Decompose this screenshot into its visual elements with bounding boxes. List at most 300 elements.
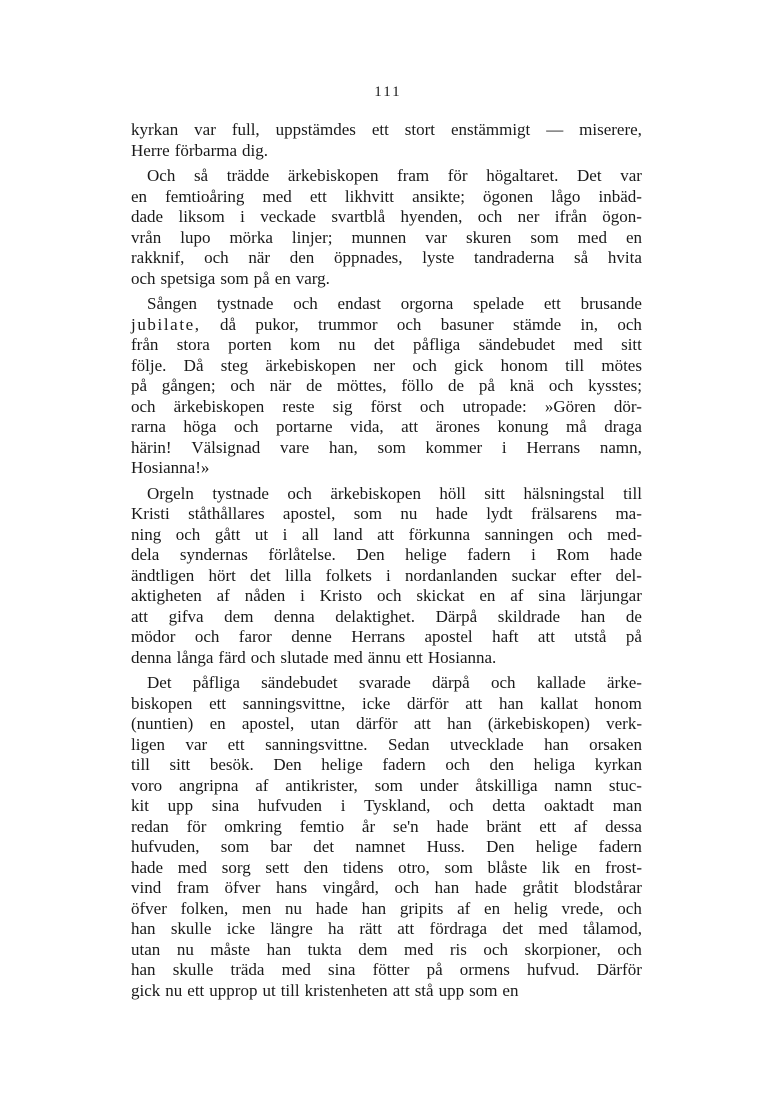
- word: endast: [337, 294, 381, 313]
- word: kommer: [425, 437, 483, 457]
- word: Herrans: [526, 437, 581, 457]
- word: ifrån: [554, 207, 587, 226]
- word: upprop: [209, 980, 258, 1000]
- word: som: [220, 837, 250, 856]
- word: lyste: [422, 248, 455, 267]
- word: och: [617, 898, 642, 918]
- word: ner: [373, 355, 396, 375]
- word: var: [194, 120, 216, 139]
- word: nu: [338, 335, 356, 354]
- word: att: [413, 714, 431, 733]
- word: som: [469, 980, 498, 1000]
- word: hört: [208, 565, 236, 585]
- word: som: [220, 268, 249, 288]
- word: den: [303, 857, 329, 877]
- word: kit: [131, 796, 149, 815]
- word: ändtligen: [131, 565, 195, 585]
- word: ärones: [435, 417, 480, 436]
- word: skickat: [416, 586, 465, 605]
- word: ståthållares: [188, 504, 265, 523]
- word: bränt: [486, 816, 522, 836]
- word: af: [510, 586, 524, 605]
- word: att: [131, 606, 148, 626]
- word: under: [419, 775, 459, 795]
- word: härin!: [131, 437, 172, 457]
- word: konung: [497, 417, 549, 436]
- word: upp: [438, 980, 465, 1000]
- word: sitt: [484, 483, 506, 503]
- word: i: [386, 565, 391, 585]
- word: och: [445, 755, 470, 774]
- word: med: [262, 186, 292, 206]
- word: ut: [254, 524, 269, 544]
- word: till: [565, 355, 585, 375]
- text-line: [131, 586, 642, 607]
- text-line: [131, 648, 642, 669]
- word: haft: [492, 627, 519, 646]
- word: dör-: [613, 396, 642, 416]
- word: att: [401, 417, 419, 436]
- word: hufvuden,: [131, 837, 200, 856]
- word: tidens: [342, 857, 384, 877]
- text-line: [131, 981, 642, 1002]
- word: reste: [282, 396, 315, 416]
- word: och: [412, 355, 437, 375]
- word: han: [544, 734, 569, 754]
- word: till: [131, 755, 150, 774]
- word: Den: [486, 837, 515, 856]
- word: draga: [604, 417, 642, 436]
- word: på: [625, 627, 642, 646]
- word: aktigheten: [131, 586, 202, 605]
- word: en: [574, 857, 591, 877]
- word: spetsiga: [160, 268, 216, 288]
- word: må: [565, 417, 587, 436]
- word: sitt: [621, 335, 642, 354]
- word: lydt: [486, 504, 513, 523]
- word: på: [478, 376, 495, 395]
- text-line: [131, 525, 642, 546]
- word: ett: [539, 816, 557, 836]
- text-line: [131, 755, 642, 776]
- word: att: [377, 524, 395, 544]
- word: Orgeln: [147, 483, 194, 503]
- word: jubilate,: [131, 314, 201, 334]
- word: sitt: [169, 755, 191, 774]
- word: och: [483, 939, 508, 959]
- word: fördraga: [429, 919, 488, 938]
- word: af: [255, 775, 269, 795]
- word: femtio: [299, 816, 345, 836]
- word: dig.: [242, 140, 268, 160]
- word: apostel: [424, 627, 473, 646]
- word: föllo: [401, 376, 434, 395]
- word: gick: [131, 980, 161, 1000]
- word: helig: [513, 898, 548, 918]
- word: stämde: [513, 314, 562, 334]
- word: hade: [315, 898, 348, 918]
- word: han: [361, 898, 387, 918]
- word: gången;: [161, 376, 216, 395]
- word: fadern: [467, 545, 511, 564]
- word: följe.: [131, 355, 167, 375]
- word: angripna: [178, 775, 239, 795]
- word: orgorna: [400, 294, 454, 313]
- word: suckar: [511, 565, 557, 585]
- word: ett: [543, 294, 561, 313]
- word: han,: [328, 437, 358, 457]
- word: påfliga: [192, 673, 240, 692]
- word: därför: [356, 714, 398, 733]
- word: af: [457, 898, 471, 918]
- word: vingård,: [322, 878, 379, 897]
- word: inbäd-: [598, 186, 642, 206]
- word: rätt: [359, 919, 382, 938]
- word: sanningsvittne.: [265, 734, 368, 754]
- word: brusande: [580, 294, 642, 313]
- word: skildrade: [497, 606, 561, 626]
- word: att: [392, 980, 410, 1000]
- text-line: [131, 294, 642, 315]
- page-number: 111: [374, 84, 402, 100]
- word: del-: [615, 565, 642, 585]
- text-line: [131, 960, 642, 981]
- word: mödor: [131, 627, 176, 646]
- text-line: [131, 714, 642, 735]
- word: slutade: [280, 647, 329, 667]
- word: honom: [500, 355, 548, 375]
- word: stå: [414, 980, 434, 1000]
- word: tandraderna: [474, 248, 555, 267]
- text-line: [131, 776, 642, 797]
- word: denna: [274, 606, 315, 626]
- word: helige: [535, 837, 578, 856]
- word: och: [617, 939, 642, 959]
- word: ärkebiskopen: [265, 355, 357, 375]
- word: en: [479, 586, 496, 605]
- text-line: [131, 207, 642, 228]
- word: för: [447, 166, 468, 185]
- word: nu: [285, 898, 303, 918]
- word: och: [287, 483, 312, 503]
- word: apostel,: [282, 504, 336, 523]
- text-line: [131, 919, 642, 940]
- word: tålamod,: [582, 919, 642, 938]
- word: dela: [131, 545, 160, 564]
- paragraph: [131, 673, 642, 1001]
- word: Hosianna!»: [131, 458, 210, 477]
- word: miserere,: [579, 120, 642, 139]
- word: förlåtelse.: [268, 545, 336, 564]
- word: faror: [238, 627, 272, 646]
- word: sett: [265, 857, 289, 877]
- word: Sedan: [388, 734, 430, 754]
- word: gråtit: [522, 878, 559, 897]
- word: bar: [270, 837, 293, 856]
- word: besök.: [209, 755, 254, 774]
- word: och: [477, 207, 503, 226]
- word: i: [340, 796, 346, 815]
- word: rarna: [131, 417, 166, 436]
- word: lärjungar: [580, 586, 642, 605]
- word: Hosianna.: [427, 647, 497, 667]
- word: hyenden,: [400, 207, 463, 226]
- word: femtioåring: [165, 186, 245, 206]
- word: Herre: [131, 140, 170, 160]
- word: veckade: [260, 207, 316, 226]
- word: de: [448, 376, 465, 395]
- text-line: [131, 356, 642, 377]
- word: porten: [228, 335, 272, 354]
- word: ögon-: [602, 207, 642, 226]
- word: antikrister,: [285, 775, 358, 795]
- word: ett: [187, 980, 205, 1000]
- word: då: [220, 314, 237, 334]
- word: först: [370, 396, 402, 416]
- word: munnen: [351, 227, 407, 247]
- word: och: [617, 314, 642, 334]
- word: lågo: [551, 186, 581, 206]
- word: hälsningstal: [523, 483, 605, 503]
- word: och: [394, 878, 420, 897]
- word: tystnade: [216, 294, 274, 313]
- word: han: [434, 878, 460, 897]
- word: utan: [310, 714, 340, 733]
- word: och: [293, 294, 318, 313]
- word: med: [573, 335, 603, 354]
- word: skulle: [170, 919, 212, 938]
- word: och: [377, 586, 402, 605]
- text-line: [131, 504, 642, 525]
- word: vare: [279, 437, 310, 457]
- text-line: [131, 940, 642, 961]
- word: likhvitt: [344, 186, 395, 206]
- word: öppnades,: [334, 248, 403, 267]
- word: skorpioner,: [524, 939, 601, 959]
- word: åtskilliga: [475, 775, 538, 795]
- word: vida,: [350, 417, 384, 436]
- word: Kristo: [319, 586, 363, 605]
- word: han: [447, 714, 472, 733]
- word: höga: [183, 417, 217, 436]
- word: kyrkan: [594, 755, 642, 774]
- word: ett: [227, 734, 245, 754]
- text-line: [131, 878, 642, 899]
- word: blåste: [487, 857, 528, 877]
- word: —: [546, 120, 564, 139]
- word: hade: [436, 816, 469, 836]
- word: som: [377, 437, 406, 457]
- text-line: [131, 694, 642, 715]
- word: full,: [231, 120, 260, 139]
- word: från: [131, 335, 159, 354]
- word: Kristi: [131, 504, 170, 523]
- word: utstå: [574, 627, 607, 646]
- word: dade: [131, 207, 164, 226]
- word: gifva: [168, 606, 204, 626]
- text-line: [131, 187, 642, 208]
- word: nordanlanden: [404, 565, 498, 585]
- word: för: [186, 816, 207, 836]
- word: ut: [262, 980, 276, 1000]
- word: svarade: [358, 673, 411, 692]
- word: redan: [131, 816, 169, 836]
- word: ma-: [615, 504, 642, 523]
- word: det: [502, 919, 524, 938]
- word: ner: [517, 207, 540, 226]
- word: sändebudet: [261, 673, 338, 692]
- word: af: [216, 586, 230, 605]
- word: Därför: [596, 960, 642, 979]
- word: sina: [328, 960, 356, 979]
- word: (ärkebiskopen): [487, 714, 590, 733]
- paragraph: [131, 166, 642, 289]
- word: så: [574, 248, 589, 267]
- text-line: [131, 484, 642, 505]
- word: nåden: [244, 586, 286, 605]
- word: fötter: [372, 960, 410, 979]
- text-line: [131, 166, 642, 187]
- word: dessa: [605, 816, 642, 836]
- word: vrån: [131, 227, 162, 247]
- word: frost-: [605, 857, 642, 877]
- word: stort: [404, 120, 435, 139]
- word: frälsarens: [531, 504, 598, 523]
- word: varg.: [295, 268, 330, 288]
- text-line: [131, 397, 642, 418]
- word: och: [449, 796, 474, 815]
- word: dem: [224, 606, 254, 626]
- word: vrede,: [561, 898, 604, 918]
- word: Då: [183, 355, 204, 375]
- word: trummor: [318, 314, 378, 334]
- word: Herrans: [351, 627, 406, 646]
- word: på: [253, 268, 270, 288]
- text-line: [131, 438, 642, 459]
- word: ansikte;: [412, 186, 465, 206]
- word: ännu: [367, 647, 401, 667]
- word: folkets: [325, 565, 372, 585]
- word: mörka: [229, 227, 273, 247]
- word: hade: [131, 857, 164, 877]
- word: Och: [147, 166, 176, 185]
- word: och: [233, 417, 259, 436]
- word: honom: [594, 693, 642, 713]
- word: enstämmigt: [450, 120, 531, 139]
- word: uppstämdes: [275, 120, 356, 139]
- word: en: [484, 898, 501, 918]
- word: öfver: [131, 898, 167, 918]
- text-line: [131, 899, 642, 920]
- word: högaltaret.: [486, 166, 559, 185]
- word: detta: [492, 796, 526, 815]
- word: af: [574, 816, 588, 836]
- word: apostel,: [241, 714, 295, 733]
- word: år: [361, 816, 376, 836]
- word: fadern: [382, 755, 426, 774]
- word: var: [620, 166, 642, 185]
- word: en: [274, 268, 291, 288]
- word: med-: [607, 524, 642, 544]
- word: nu: [176, 939, 194, 959]
- text-line: [131, 120, 642, 141]
- text-line: [131, 376, 642, 397]
- word: ormens: [459, 960, 510, 979]
- word: »Gören: [544, 396, 596, 416]
- word: möttes,: [336, 376, 387, 395]
- word: kristenheten: [304, 980, 388, 1000]
- word: blodstårar: [573, 878, 642, 897]
- word: hufvud.: [526, 960, 580, 979]
- word: han: [498, 693, 524, 713]
- text-line: [131, 858, 642, 879]
- word: men: [242, 898, 272, 918]
- word: fram: [176, 878, 209, 897]
- word: se'n: [392, 816, 419, 836]
- word: den: [289, 248, 315, 267]
- word: tukta: [307, 939, 342, 959]
- word: folken,: [180, 898, 229, 918]
- text-line: [131, 627, 642, 648]
- word: basuner: [440, 314, 494, 334]
- word: tystnade: [212, 483, 269, 503]
- text-line: [131, 817, 642, 838]
- word: och: [204, 248, 229, 267]
- text-line: [131, 248, 642, 269]
- word: kom: [289, 335, 321, 354]
- text-line: [131, 335, 642, 356]
- text-line: [131, 141, 642, 162]
- word: (nuntien): [131, 714, 194, 733]
- word: han: [131, 960, 156, 979]
- text-line: [131, 607, 642, 628]
- word: långa: [176, 647, 214, 667]
- word: en: [502, 980, 519, 1000]
- word: när: [269, 376, 292, 395]
- word: på: [426, 960, 443, 979]
- word: med: [577, 227, 607, 247]
- word: biskopen: [131, 693, 193, 713]
- word: knä: [509, 376, 535, 395]
- word: in,: [580, 314, 598, 334]
- word: och: [548, 376, 574, 395]
- word: lilla: [284, 565, 312, 585]
- word: Huss.: [426, 837, 465, 856]
- text-line: [131, 837, 642, 858]
- word: namn,: [599, 437, 642, 457]
- word: i: [240, 207, 245, 226]
- word: stuc-: [608, 775, 642, 795]
- word: ärkebiskopen: [330, 483, 421, 503]
- body-text: [131, 120, 642, 1001]
- word: färd: [218, 647, 246, 667]
- word: ett: [405, 647, 423, 667]
- word: det: [313, 837, 335, 856]
- word: höll: [439, 483, 466, 503]
- word: spelade: [473, 294, 525, 313]
- text-line: [131, 417, 642, 438]
- word: heliga: [533, 755, 576, 774]
- word: sina: [211, 796, 240, 815]
- word: därpå: [431, 673, 470, 692]
- word: i: [282, 524, 288, 544]
- word: med: [538, 919, 568, 938]
- word: oaktadt: [543, 796, 595, 815]
- text-line: [131, 315, 642, 336]
- word: därför: [407, 693, 449, 713]
- word: och: [194, 627, 220, 646]
- word: med: [177, 857, 208, 877]
